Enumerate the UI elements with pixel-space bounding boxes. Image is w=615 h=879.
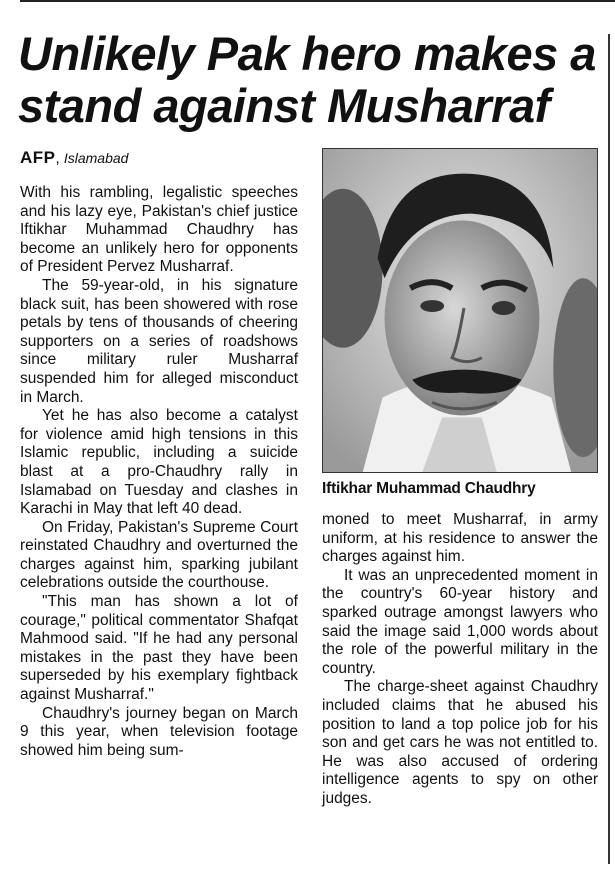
top-rule bbox=[20, 0, 615, 2]
portrait-illustration bbox=[323, 149, 597, 472]
portrait-photo bbox=[322, 148, 598, 473]
paragraph: It was an unprecedented moment in the country's 60-year history and sparked outrage amongst lawyers who said the image said 1,000 words about the role of the powerful military in the country. bbox=[322, 566, 598, 677]
dateline: AFP, Islamabad bbox=[20, 148, 129, 167]
paragraph: The 59-year-old, in his signature black suit, has been showered with rose petals by tens of thousands of cheering supporters on a series of roadshows since military ruler Musharraf suspended him for alleged misconduct in March. bbox=[20, 276, 298, 406]
article-column-2 bbox=[322, 511, 598, 809]
dateline-agency: AFP bbox=[20, 148, 56, 167]
paragraph: Chaudhry's journey began on March 9 this year, when television footage showed him being sum- bbox=[20, 704, 298, 759]
paragraph: "This man has shown a lot of courage," political commentator Shafqat Mahmood said. "If he had any personal mistakes in the past they have been superseded by his exemplary fightback against Musharraf." bbox=[20, 593, 298, 704]
paragraph: With his rambling, legalistic speeches and his lazy eye, Pakistan's chief justice Iftikhar Muhammad Chaudhry has become an unlikely hero for opponents of President Pervez Musharraf. bbox=[20, 184, 298, 276]
column-rule bbox=[608, 34, 610, 864]
headline: Unlikely Pak hero makes a stand against Musharraf bbox=[18, 27, 596, 132]
dateline-city: Islamabad bbox=[63, 150, 129, 166]
paragraph: Yet he has also become a catalyst for violence amid high tensions in this Islamic republic, including a suicide blast at a pro-Chaudhry rally in Islamabad on Tuesday and clashes in Karachi in May that left 40 dead. bbox=[20, 407, 298, 518]
paragraph: The charge-sheet against Chaudhry included claims that he abused his position to land a top police job for his son and get cars he was not entitled to. He was also accused of ordering intelligence agents to spy on other judges. bbox=[322, 678, 598, 807]
paragraph: On Friday, Pakistan's Supreme Court reinstated Chaudhry and overturned the charges against him, sparking jubilant celebrations outside the courthouse. bbox=[20, 518, 298, 592]
article-column-1 bbox=[20, 184, 298, 760]
paragraph: moned to meet Musharraf, in army uniform, at his residence to answer the charges against him. bbox=[322, 511, 598, 566]
photo-caption: Iftikhar Muhammad Chaudhry bbox=[322, 480, 536, 497]
